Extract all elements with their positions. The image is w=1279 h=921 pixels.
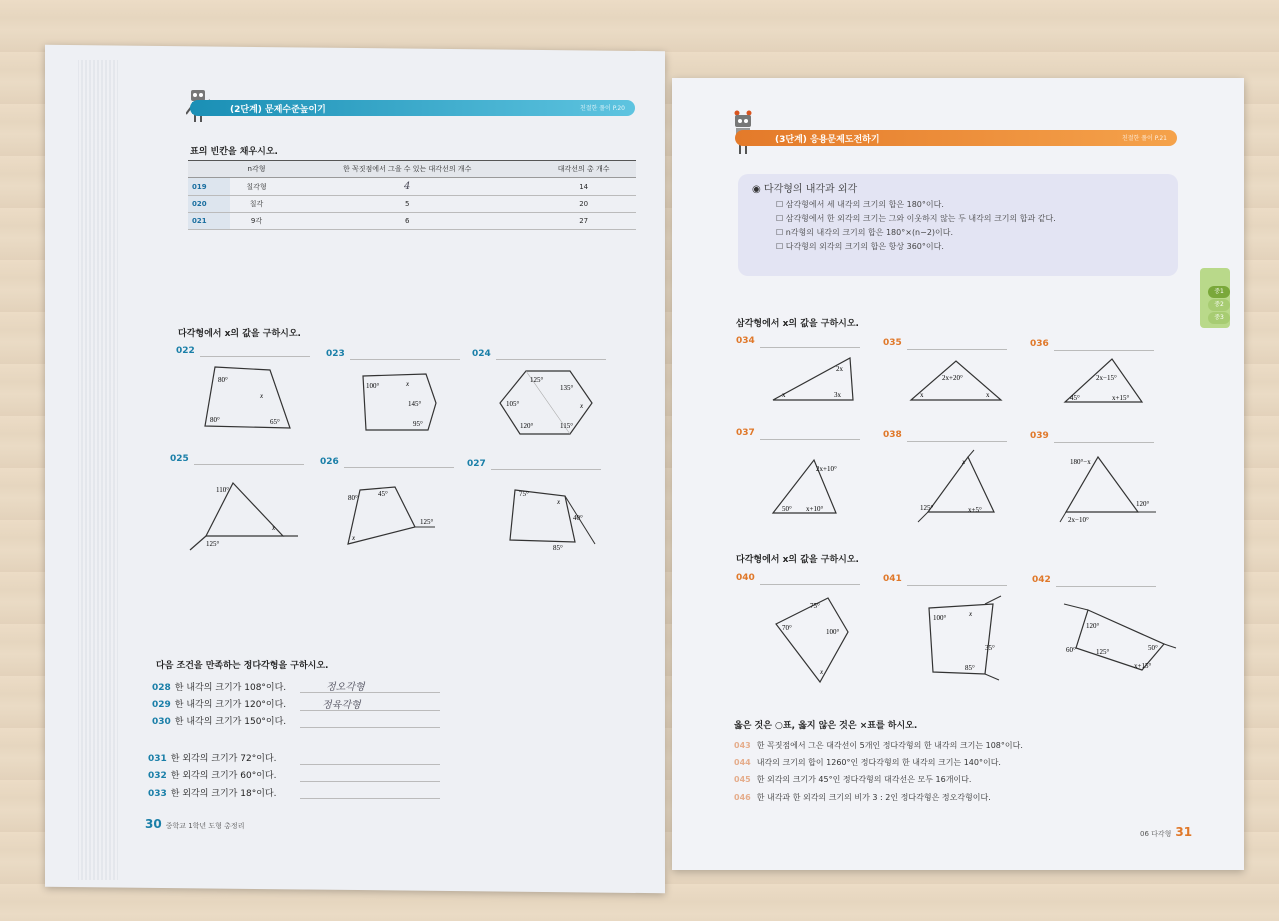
question-number: 034 — [736, 336, 755, 346]
question-number: 041 — [883, 574, 902, 584]
angle-label: 75° — [519, 490, 529, 498]
table-header — [188, 161, 230, 178]
answer-line[interactable] — [491, 469, 601, 470]
table-header: 한 꼭짓점에서 그을 수 있는 대각선의 개수 — [283, 161, 531, 178]
figure-037 — [770, 455, 840, 521]
angle-label: x+5° — [968, 506, 982, 514]
figure-034 — [768, 355, 858, 409]
cell-shape[interactable]: 9각 — [230, 213, 283, 230]
angle-label: x — [406, 380, 410, 388]
angle-label: 100° — [366, 382, 380, 390]
handwritten-answer: 정육각형 — [322, 700, 361, 711]
angle-label: 125° — [420, 518, 434, 526]
handwritten-answer: 정오각형 — [326, 682, 365, 693]
question-number: 042 — [1032, 575, 1051, 585]
polygon-instruction: 다각형에서 x의 값을 구하시오. — [736, 555, 859, 565]
answer-line[interactable] — [300, 764, 440, 765]
angle-label: 80° — [218, 376, 228, 384]
angle-label: 80° — [210, 416, 220, 424]
page-number-left: 30 중학교 1학년 도형 총정리 — [145, 817, 245, 831]
question-number: 026 — [320, 457, 339, 467]
question-number: 024 — [472, 349, 491, 359]
angle-label: 135° — [560, 384, 574, 392]
concept-item[interactable]: ☐ 삼각형에서 한 외각의 크기는 그와 이웃하지 않는 두 내각의 크기의 합과 같다. — [776, 213, 1164, 224]
figure-027 — [495, 482, 595, 556]
table-header: 대각선의 총 개수 — [531, 161, 636, 178]
condition-item: 030 한 내각의 크기가 150°이다. — [152, 717, 287, 727]
cell-diag[interactable]: 5 — [283, 196, 531, 213]
angle-label: 120° — [520, 422, 534, 430]
angle-label: x — [962, 458, 966, 466]
ox-item[interactable]: 043 한 꼭짓점에서 그은 대각선이 5개인 정다각형의 한 내각의 크기는 108°이다. — [734, 741, 1023, 750]
concept-item[interactable]: ☐ n각형의 내각의 크기의 합은 180°×(n−2)이다. — [776, 227, 1164, 238]
angle-label: 85° — [553, 544, 563, 552]
angle-label: 2x+20° — [942, 374, 963, 382]
angle-label: x — [557, 498, 561, 506]
question-number: 038 — [883, 430, 902, 440]
answer-line[interactable] — [907, 441, 1007, 442]
side-tab[interactable]: 중2 — [1208, 299, 1230, 311]
ox-item[interactable]: 044 내각의 크기의 합이 1260°인 정다각형의 한 내각의 크기는 140°이다. — [734, 758, 1001, 767]
question-number: 025 — [170, 454, 189, 464]
concept-title: ◉ 다각형의 내각과 외각 — [752, 184, 858, 195]
condition-item: 029 한 내각의 크기가 120°이다. — [152, 700, 287, 710]
figure-038 — [918, 452, 998, 522]
row-number: 019 — [188, 178, 230, 196]
concept-box — [738, 174, 1178, 276]
angle-label: 2x−15° — [1096, 374, 1117, 382]
answer-line[interactable] — [344, 467, 454, 468]
angle-label: 2x−10° — [1068, 516, 1089, 524]
angle-label: 85° — [965, 664, 975, 672]
cell-shape[interactable]: 칠각 — [230, 196, 283, 213]
concept-item[interactable]: ☐ 삼각형에서 세 내각의 크기의 합은 180°이다. — [776, 199, 1164, 210]
question-number: 040 — [736, 573, 755, 583]
figure-040 — [772, 594, 852, 690]
ox-item[interactable]: 045 한 외각의 크기가 45°인 정다각형의 대각선은 모두 16개이다. — [734, 775, 972, 784]
condition-item: 031 한 외각의 크기가 72°이다. — [148, 754, 277, 764]
condition-item: 028 한 내각의 크기가 108°이다. — [152, 683, 287, 693]
figure-036 — [1062, 356, 1146, 410]
angle-label: x — [782, 391, 786, 399]
angle-label: 120° — [1136, 500, 1150, 508]
angle-label: 180°−x — [1070, 458, 1091, 466]
angle-label: x — [969, 610, 973, 618]
angle-label: 115° — [560, 422, 574, 430]
question-number: 022 — [176, 346, 195, 356]
question-number: 039 — [1030, 431, 1049, 441]
angle-label: 70° — [782, 624, 792, 632]
angle-label: 105° — [506, 400, 520, 408]
section-banner-level2 — [190, 100, 635, 116]
angle-label: x — [260, 392, 264, 400]
answer-line[interactable] — [760, 347, 860, 348]
ox-item[interactable]: 046 한 내각과 한 외각의 크기의 비가 3 : 2인 정다각형은 정오각형이다. — [734, 793, 991, 802]
angle-label: 145° — [408, 400, 422, 408]
figure-026 — [340, 482, 440, 556]
angle-label: x — [986, 391, 990, 399]
condition-item: 033 한 외각의 크기가 18°이다. — [148, 789, 277, 799]
figure-041 — [925, 600, 1005, 684]
answer-line[interactable] — [300, 710, 440, 711]
answer-line[interactable] — [350, 359, 460, 360]
page-number-right: 06 다각형 31 — [1140, 825, 1193, 839]
angle-label: x+15° — [1112, 394, 1130, 402]
cell-shape[interactable]: 칠각형 — [230, 178, 283, 196]
answer-line[interactable] — [907, 585, 1007, 586]
angle-label: 50° — [782, 505, 792, 513]
cell-total[interactable]: 14 — [531, 178, 636, 196]
angle-label: 125° — [530, 376, 544, 384]
section-banner-level3 — [735, 130, 1177, 146]
figure-039 — [1058, 452, 1158, 526]
angle-label: 3x — [834, 391, 841, 399]
answer-line[interactable] — [300, 692, 440, 693]
row-number: 021 — [188, 213, 230, 230]
angle-label: 80° — [348, 494, 358, 502]
angle-label: 35° — [985, 644, 995, 652]
side-tab[interactable]: 중3 — [1208, 312, 1230, 324]
question-number: 036 — [1030, 339, 1049, 349]
side-tab[interactable]: 중1 — [1208, 286, 1230, 298]
angle-label: 100° — [826, 628, 840, 636]
table-row — [188, 178, 636, 196]
angle-label: x — [580, 402, 584, 410]
concept-item[interactable]: ☐ 다각형의 외각의 크기의 합은 항상 360°이다. — [776, 241, 1164, 252]
angle-label: 50° — [1148, 644, 1158, 652]
cell-total[interactable]: 20 — [531, 196, 636, 213]
row-number: 020 — [188, 196, 230, 213]
figure-023 — [358, 368, 438, 442]
lightbulb-icon: ◉ — [752, 184, 764, 195]
answer-line[interactable] — [760, 439, 860, 440]
condition-item: 032 한 외각의 크기가 60°이다. — [148, 771, 277, 781]
triangle-instruction: 삼각형에서 x의 값을 구하시오. — [736, 319, 859, 329]
table-row — [188, 213, 636, 230]
answer-line[interactable] — [200, 356, 310, 357]
angle-label: 2x+10° — [816, 465, 837, 473]
angle-label: 75° — [810, 602, 820, 610]
angle-label: 60° — [1066, 646, 1076, 654]
figure-025 — [188, 478, 298, 554]
question-number: 035 — [883, 338, 902, 348]
table-row — [188, 196, 636, 213]
banner-solution-ref: 친절한 풀이 P.20 — [579, 105, 625, 112]
answer-line[interactable] — [300, 798, 440, 799]
ox-instruction: 옳은 것은 ○표, 옳지 않은 것은 ×표를 하시오. — [734, 721, 918, 731]
answer-line[interactable] — [194, 464, 304, 465]
banner-title: (3단계) 응용문제도전하기 — [775, 135, 880, 145]
table-instruction: 표의 빈칸을 채우시오. — [190, 147, 278, 157]
angle-label: 120° — [1086, 622, 1100, 630]
angle-label: x — [920, 391, 924, 399]
answer-line[interactable] — [907, 349, 1007, 350]
banner-solution-ref: 친절한 풀이 P.21 — [1121, 135, 1167, 142]
cell-diag[interactable]: 6 — [283, 213, 531, 230]
angle-label: 125° — [920, 504, 934, 512]
figure-022 — [200, 362, 300, 436]
answer-line[interactable] — [300, 727, 440, 728]
angle-label: 95° — [413, 420, 423, 428]
question-number: 037 — [736, 428, 755, 438]
angle-label: x — [352, 534, 356, 542]
diagonal-table — [188, 160, 636, 230]
angle-label: 125° — [1096, 648, 1110, 656]
angle-label: 100° — [933, 614, 947, 622]
answer-line[interactable] — [760, 584, 860, 585]
figure-024 — [498, 368, 594, 442]
condition-instruction: 다음 조건을 만족하는 정다각형을 구하시오. — [156, 661, 329, 671]
question-number: 023 — [326, 349, 345, 359]
figure-035 — [908, 358, 1004, 408]
angle-label: 40° — [573, 514, 583, 522]
answer-line[interactable] — [496, 359, 606, 360]
angle-label: 2x — [836, 365, 843, 373]
banner-title: (2단계) 문제수준높이기 — [230, 105, 326, 115]
angle-label: x+15° — [1134, 662, 1152, 670]
table-header: n각형 — [230, 161, 283, 178]
angle-label: 110° — [216, 486, 230, 494]
cell-total[interactable]: 27 — [531, 213, 636, 230]
answer-line[interactable] — [1054, 442, 1154, 443]
answer-line[interactable] — [1056, 586, 1156, 587]
angle-label: 65° — [270, 418, 280, 426]
angle-label: 45° — [378, 490, 388, 498]
angle-label: x — [272, 524, 276, 532]
angle-label: x+10° — [806, 505, 824, 513]
page-stack-edges — [78, 60, 118, 880]
answer-line[interactable] — [300, 781, 440, 782]
question-number: 027 — [467, 459, 486, 469]
angle-label: 45° — [1070, 394, 1080, 402]
cell-diag[interactable]: 4 — [283, 178, 531, 196]
angle-label: 125° — [206, 540, 220, 548]
angle-label: x — [820, 668, 824, 676]
angle-instruction: 다각형에서 x의 값을 구하시오. — [178, 329, 301, 339]
figure-042 — [1060, 604, 1176, 684]
answer-line[interactable] — [1054, 350, 1154, 351]
